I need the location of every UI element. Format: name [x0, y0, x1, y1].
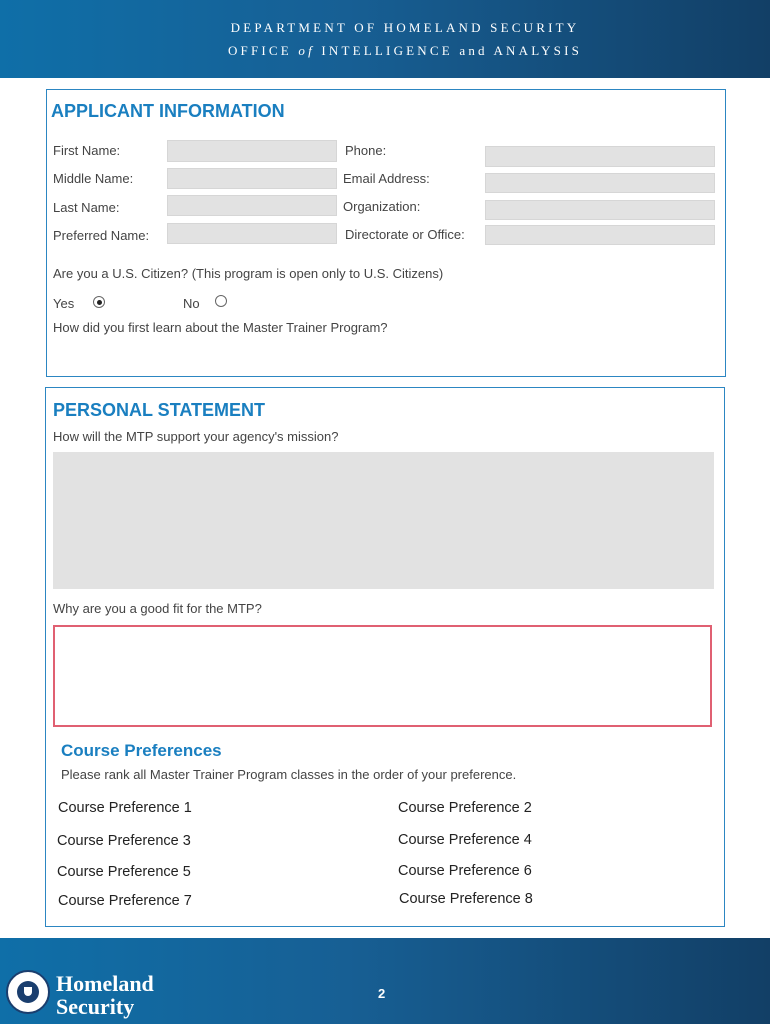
citizen-yes-radio[interactable]	[93, 296, 105, 308]
last-name-field[interactable]	[167, 195, 337, 216]
course-preference-3[interactable]: Course Preference 3	[57, 833, 191, 849]
good-fit-answer-field[interactable]	[53, 625, 712, 727]
citizen-question: Are you a U.S. Citizen? (This program is open only to U.S. Citizens)	[53, 266, 444, 281]
course-preference-8[interactable]: Course Preference 8	[399, 891, 533, 907]
course-preference-5[interactable]: Course Preference 5	[57, 864, 191, 880]
mission-answer-field[interactable]	[53, 452, 714, 589]
preferred-name-field[interactable]	[167, 223, 337, 244]
preferred-name-label: Preferred Name:	[53, 228, 150, 243]
middle-name-label: Middle Name:	[53, 171, 134, 186]
middle-name-field[interactable]	[167, 168, 337, 189]
citizen-no-radio[interactable]	[215, 295, 227, 307]
citizen-yes-label: Yes	[53, 296, 75, 311]
page-footer	[0, 938, 770, 1024]
first-name-label: First Name:	[53, 143, 121, 158]
course-preference-7[interactable]: Course Preference 7	[58, 893, 192, 909]
personal-statement-title: PERSONAL STATEMENT	[53, 400, 266, 420]
course-preference-6[interactable]: Course Preference 6	[398, 863, 532, 879]
good-fit-question: Why are you a good fit for the MTP?	[53, 601, 262, 616]
course-preferences-instruction: Please rank all Master Trainer Program classes in the order of your preference.	[61, 767, 517, 782]
header-department: DEPARTMENT OF HOMELAND SECURITY	[230, 20, 580, 35]
directorate-field[interactable]	[485, 225, 715, 245]
header-office: OFFICE of INTELLIGENCE and ANALYSIS	[227, 43, 583, 58]
dhs-seal-icon	[6, 970, 50, 1014]
applicant-section-title: APPLICANT INFORMATION	[51, 101, 285, 121]
page-number: 2	[378, 986, 386, 1001]
course-preferences-title: Course Preferences	[61, 741, 222, 760]
phone-field[interactable]	[485, 146, 715, 167]
organization-field[interactable]	[485, 200, 715, 220]
course-preference-1[interactable]: Course Preference 1	[58, 800, 192, 816]
citizen-no-label: No	[183, 296, 200, 311]
course-preference-4[interactable]: Course Preference 4	[398, 832, 532, 848]
organization-label: Organization:	[343, 199, 421, 214]
homeland-security-logo: Homeland Security	[56, 971, 154, 1019]
first-name-field[interactable]	[167, 140, 337, 162]
page-header	[0, 0, 770, 78]
email-label: Email Address:	[343, 171, 430, 186]
phone-label: Phone:	[345, 143, 387, 158]
mission-question: How will the MTP support your agency's mission?	[53, 429, 339, 444]
last-name-label: Last Name:	[53, 200, 120, 215]
email-field[interactable]	[485, 173, 715, 193]
directorate-label: Directorate or Office:	[345, 227, 465, 242]
learn-about-question: How did you first learn about the Master Trainer Program?	[53, 320, 388, 335]
course-preference-2[interactable]: Course Preference 2	[398, 800, 532, 816]
